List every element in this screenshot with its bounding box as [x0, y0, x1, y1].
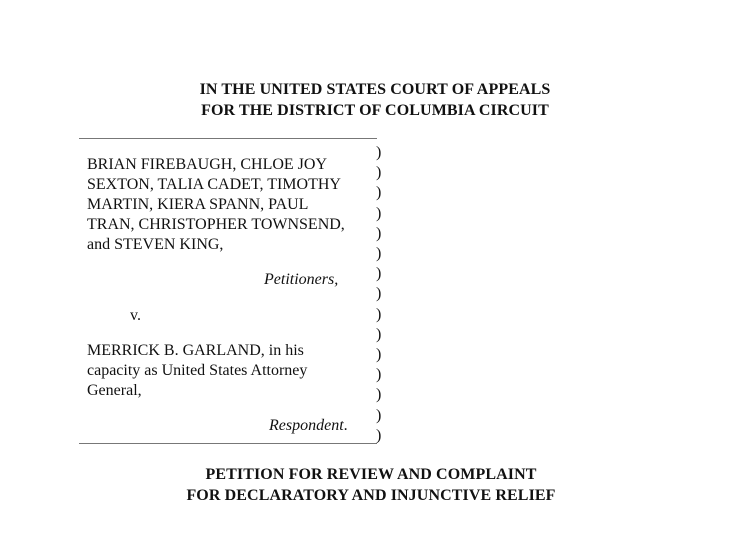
caption-paren: )	[376, 426, 382, 444]
respondent-line: capacity as United States Attorney	[87, 362, 308, 379]
caption-paren: )	[376, 204, 382, 222]
respondent-label-word: Respondent	[269, 417, 344, 434]
petition-title-line-1: PETITION FOR REVIEW AND COMPLAINT	[205, 466, 537, 483]
petitioners-label: Petitioners,	[264, 271, 339, 288]
court-heading-line-2: FOR THE DISTRICT OF COLUMBIA CIRCUIT	[201, 102, 549, 119]
respondent-names	[87, 341, 377, 401]
petitioner-line: MARTIN, KIERA SPANN, PAUL	[87, 196, 309, 213]
caption-paren: )	[376, 144, 382, 161]
caption-paren: )	[376, 346, 382, 364]
caption-paren: )	[376, 366, 382, 384]
court-heading	[0, 79, 750, 121]
respondent-label	[269, 416, 348, 436]
caption-paren: )	[376, 224, 382, 242]
petitioner-line: SEXTON, TALIA CADET, TIMOTHY	[87, 176, 341, 193]
caption-paren: )	[376, 305, 382, 323]
caption-paren: )	[376, 164, 382, 182]
petitioner-line: BRIAN FIREBAUGH, CHLOE JOY	[87, 156, 328, 173]
petition-title-line-2: FOR DECLARATORY AND INJUNCTIVE RELIEF	[186, 487, 556, 504]
petitioners-names	[87, 155, 377, 255]
caption-paren: )	[376, 386, 382, 404]
respondent-label-period: .	[343, 417, 348, 434]
court-heading-line-1: IN THE UNITED STATES COURT OF APPEALS	[199, 81, 551, 98]
caption-paren: )	[376, 265, 382, 283]
petitioner-line: and STEVEN KING,	[87, 236, 224, 253]
respondent-line: General,	[87, 382, 142, 399]
versus-label: v.	[130, 307, 141, 324]
caption-paren: )	[376, 184, 382, 202]
respondent-line: MERRICK B. GARLAND, in his	[87, 342, 304, 359]
caption-paren: )	[376, 406, 382, 424]
petitioner-line: TRAN, CHRISTOPHER TOWNSEND,	[87, 216, 345, 233]
caption-parentheses-column	[376, 143, 381, 446]
caption-paren: )	[376, 285, 382, 303]
caption-paren: )	[376, 245, 382, 263]
case-caption-box	[79, 138, 377, 444]
petition-title	[0, 464, 742, 506]
caption-paren: )	[376, 325, 382, 343]
